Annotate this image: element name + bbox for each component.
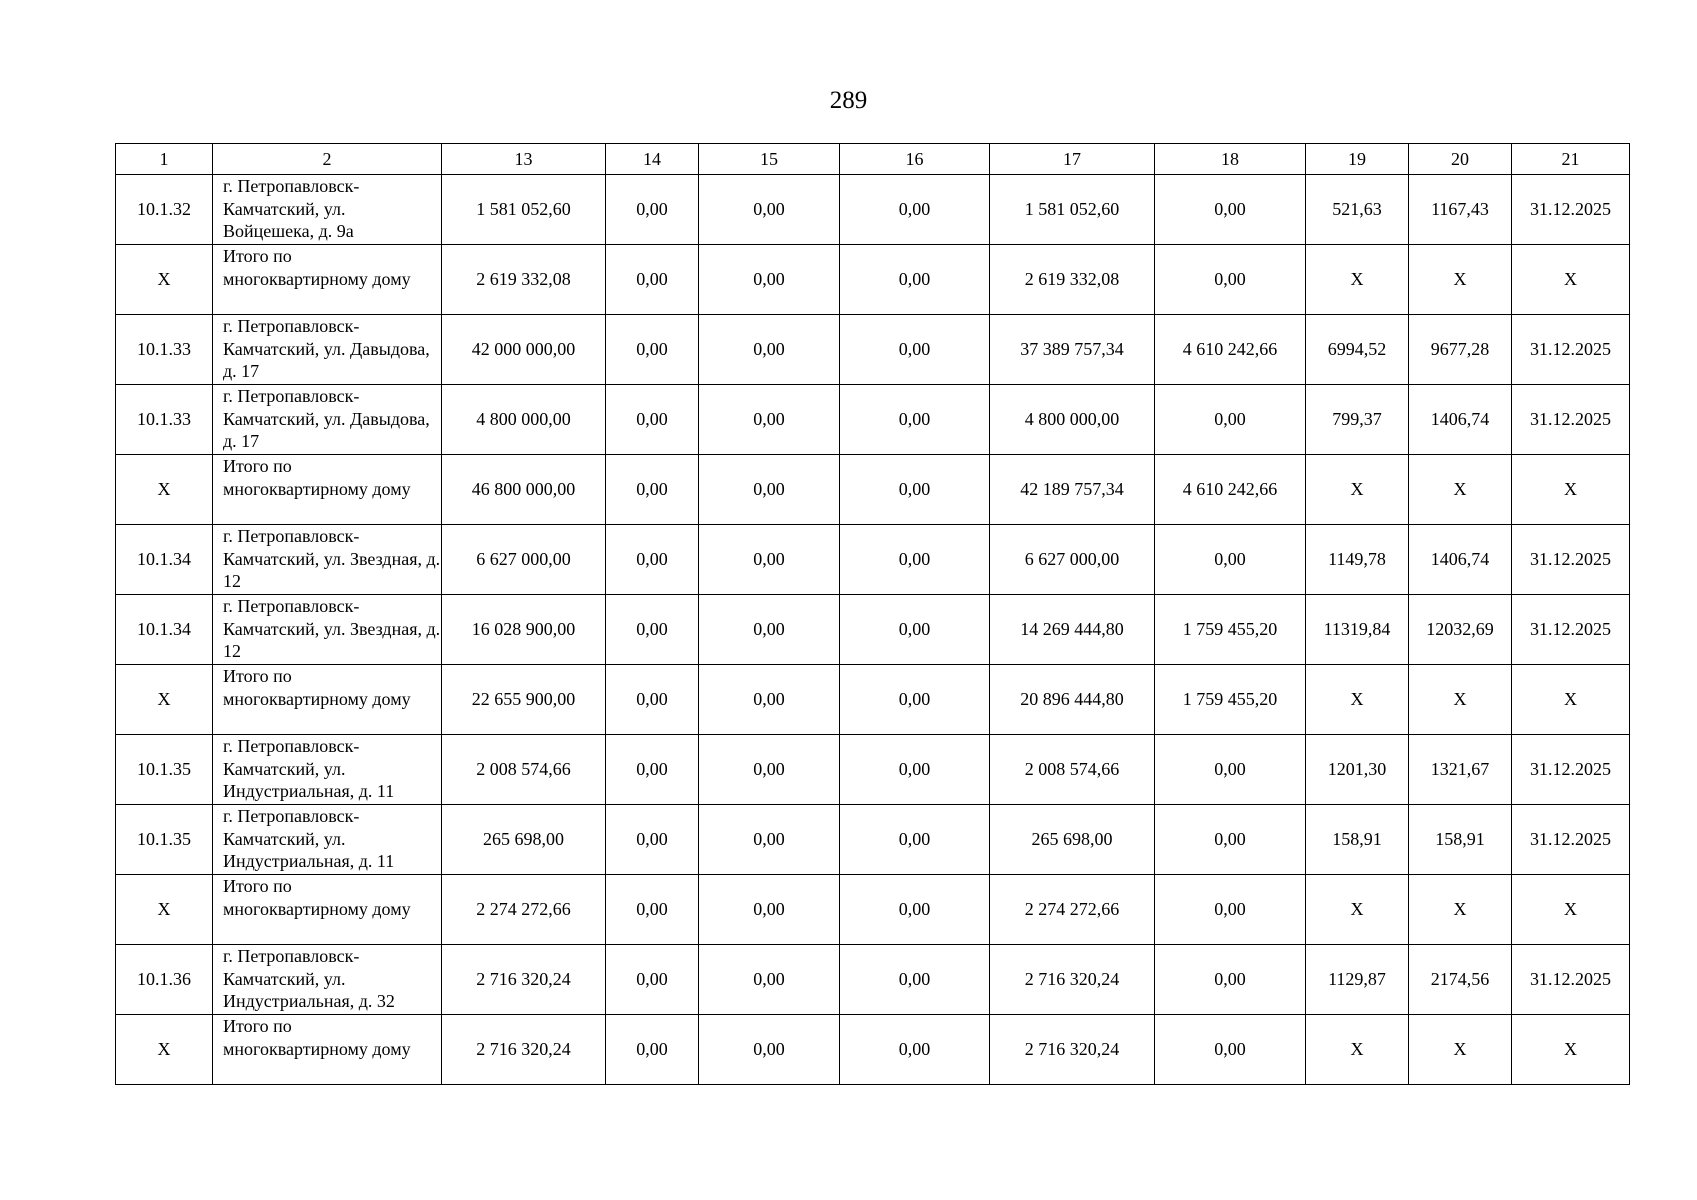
cell-col-14: 0,00 [606,525,699,595]
column-header-19: 19 [1306,144,1409,175]
cell-col-13: 16 028 900,00 [442,595,606,665]
column-header-15: 15 [699,144,840,175]
cell-col-21: 31.12.2025 [1512,945,1630,1015]
table-row [116,455,1630,525]
cell-col-18: 1 759 455,20 [1155,665,1306,735]
cell-col-15: 0,00 [699,525,840,595]
cell-col-17: 37 389 757,34 [990,315,1155,385]
cell-col-18: 4 610 242,66 [1155,315,1306,385]
cell-col-13: 2 619 332,08 [442,245,606,315]
cell-col-17: 2 619 332,08 [990,245,1155,315]
header-row [116,144,1630,175]
cell-col-15: 0,00 [699,665,840,735]
cell-col-21: 31.12.2025 [1512,735,1630,805]
cell-col-17: 2 716 320,24 [990,945,1155,1015]
table-row [116,175,1630,245]
address-text: Итого по многоквартирному дому [223,666,411,709]
cell-col-18: 0,00 [1155,805,1306,875]
table-row [116,665,1630,735]
cell-col-14: 0,00 [606,1015,699,1085]
cell-col-13: 2 716 320,24 [442,945,606,1015]
cell-col-19: 1129,87 [1306,945,1409,1015]
cell-col-2 [213,665,442,735]
cell-col-15: 0,00 [699,945,840,1015]
cell-col-17: 2 716 320,24 [990,1015,1155,1085]
cell-col-15: 0,00 [699,175,840,245]
cell-col-20: Х [1409,455,1512,525]
cell-col-18: 1 759 455,20 [1155,595,1306,665]
cell-col-1: 10.1.33 [116,315,213,385]
cell-col-21: Х [1512,1015,1630,1085]
cell-col-20: Х [1409,665,1512,735]
cell-col-2 [213,245,442,315]
cell-col-1: Х [116,875,213,945]
address-text: Итого по многоквартирному дому [223,1016,411,1059]
cell-col-2 [213,385,442,455]
cell-col-13: 4 800 000,00 [442,385,606,455]
table-row [116,735,1630,805]
address-text: г. Петропавловск-Камчатский, ул. Звездная, д. 12 [223,526,441,591]
cell-col-21: Х [1512,875,1630,945]
cell-col-1: 10.1.34 [116,595,213,665]
cell-col-19: 1149,78 [1306,525,1409,595]
cell-col-13: 1 581 052,60 [442,175,606,245]
column-header-20: 20 [1409,144,1512,175]
column-header-1: 1 [116,144,213,175]
cell-col-15: 0,00 [699,595,840,665]
cell-col-18: 0,00 [1155,875,1306,945]
column-header-21: 21 [1512,144,1630,175]
cell-col-16: 0,00 [840,175,990,245]
cell-col-13: 22 655 900,00 [442,665,606,735]
cell-col-14: 0,00 [606,665,699,735]
cell-col-16: 0,00 [840,525,990,595]
table-body [116,175,1630,1085]
cell-col-20: 158,91 [1409,805,1512,875]
cell-col-19: 11319,84 [1306,595,1409,665]
cell-col-14: 0,00 [606,805,699,875]
address-text: г. Петропавловск-Камчатский, ул. Давыдова, д. 17 [223,386,430,451]
cell-col-20: 2174,56 [1409,945,1512,1015]
cell-col-20: 1406,74 [1409,385,1512,455]
column-header-13: 13 [442,144,606,175]
cell-col-18: 0,00 [1155,245,1306,315]
cell-col-15: 0,00 [699,805,840,875]
cell-col-18: 0,00 [1155,735,1306,805]
cell-col-18: 0,00 [1155,945,1306,1015]
data-table [115,143,1630,1085]
cell-col-20: 12032,69 [1409,595,1512,665]
cell-col-1: Х [116,245,213,315]
cell-col-2 [213,525,442,595]
address-text: г. Петропавловск-Камчатский, ул. Давыдова, д. 17 [223,316,430,381]
address-text: Итого по многоквартирному дому [223,456,411,499]
cell-col-20: Х [1409,1015,1512,1085]
cell-col-1: 10.1.34 [116,525,213,595]
table-row [116,315,1630,385]
column-header-2: 2 [213,144,442,175]
cell-col-1: 10.1.32 [116,175,213,245]
cell-col-16: 0,00 [840,455,990,525]
cell-col-18: 0,00 [1155,385,1306,455]
address-text: Итого по многоквартирному дому [223,246,411,289]
cell-col-21: 31.12.2025 [1512,315,1630,385]
cell-col-21: 31.12.2025 [1512,525,1630,595]
cell-col-21: Х [1512,455,1630,525]
cell-col-17: 2 274 272,66 [990,875,1155,945]
column-header-17: 17 [990,144,1155,175]
cell-col-17: 1 581 052,60 [990,175,1155,245]
cell-col-16: 0,00 [840,875,990,945]
cell-col-17: 20 896 444,80 [990,665,1155,735]
table-row [116,945,1630,1015]
cell-col-21: 31.12.2025 [1512,385,1630,455]
column-header-14: 14 [606,144,699,175]
cell-col-20: Х [1409,875,1512,945]
column-header-16: 16 [840,144,990,175]
cell-col-2 [213,875,442,945]
cell-col-17: 4 800 000,00 [990,385,1155,455]
cell-col-1: 10.1.35 [116,805,213,875]
cell-col-19: 6994,52 [1306,315,1409,385]
cell-col-15: 0,00 [699,1015,840,1085]
cell-col-18: 0,00 [1155,525,1306,595]
cell-col-14: 0,00 [606,385,699,455]
cell-col-2 [213,315,442,385]
cell-col-14: 0,00 [606,315,699,385]
cell-col-18: 0,00 [1155,175,1306,245]
table-row [116,245,1630,315]
cell-col-19: Х [1306,455,1409,525]
cell-col-15: 0,00 [699,875,840,945]
table-row [116,385,1630,455]
cell-col-14: 0,00 [606,875,699,945]
cell-col-16: 0,00 [840,805,990,875]
cell-col-1: Х [116,1015,213,1085]
cell-col-21: 31.12.2025 [1512,805,1630,875]
cell-col-16: 0,00 [840,1015,990,1085]
cell-col-2 [213,805,442,875]
cell-col-16: 0,00 [840,945,990,1015]
cell-col-14: 0,00 [606,735,699,805]
cell-col-13: 6 627 000,00 [442,525,606,595]
cell-col-14: 0,00 [606,945,699,1015]
address-text: Итого по многоквартирному дому [223,876,411,919]
cell-col-20: 9677,28 [1409,315,1512,385]
cell-col-17: 2 008 574,66 [990,735,1155,805]
cell-col-13: 2 716 320,24 [442,1015,606,1085]
cell-col-20: 1167,43 [1409,175,1512,245]
cell-col-14: 0,00 [606,455,699,525]
table-row [116,875,1630,945]
cell-col-16: 0,00 [840,665,990,735]
cell-col-21: 31.12.2025 [1512,595,1630,665]
cell-col-18: 0,00 [1155,1015,1306,1085]
cell-col-1: Х [116,665,213,735]
address-text: г. Петропавловск-Камчатский, ул. Звездная, д. 12 [223,596,441,661]
cell-col-20: 1406,74 [1409,525,1512,595]
address-text: г. Петропавловск-Камчатский, ул. Индустриальная, д. 11 [223,806,395,871]
cell-col-19: Х [1306,1015,1409,1085]
cell-col-17: 6 627 000,00 [990,525,1155,595]
cell-col-13: 2 274 272,66 [442,875,606,945]
table-row [116,1015,1630,1085]
cell-col-16: 0,00 [840,735,990,805]
cell-col-16: 0,00 [840,595,990,665]
cell-col-14: 0,00 [606,245,699,315]
cell-col-20: 1321,67 [1409,735,1512,805]
cell-col-2 [213,945,442,1015]
cell-col-17: 14 269 444,80 [990,595,1155,665]
table-row [116,595,1630,665]
cell-col-17: 265 698,00 [990,805,1155,875]
table-row [116,525,1630,595]
cell-col-1: 10.1.33 [116,385,213,455]
cell-col-19: Х [1306,665,1409,735]
cell-col-19: 1201,30 [1306,735,1409,805]
cell-col-16: 0,00 [840,245,990,315]
cell-col-19: Х [1306,245,1409,315]
cell-col-2 [213,1015,442,1085]
cell-col-15: 0,00 [699,385,840,455]
cell-col-16: 0,00 [840,315,990,385]
cell-col-15: 0,00 [699,455,840,525]
cell-col-14: 0,00 [606,595,699,665]
cell-col-17: 42 189 757,34 [990,455,1155,525]
table-row [116,805,1630,875]
cell-col-16: 0,00 [840,385,990,455]
cell-col-1: Х [116,455,213,525]
address-text: г. Петропавловск-Камчатский, ул. Индустриальная, д. 11 [223,736,395,801]
cell-col-2 [213,735,442,805]
cell-col-13: 265 698,00 [442,805,606,875]
page-number: 289 [829,87,868,114]
cell-col-2 [213,175,442,245]
cell-col-14: 0,00 [606,175,699,245]
cell-col-1: 10.1.36 [116,945,213,1015]
address-text: г. Петропавловск-Камчатский, ул. Индустриальная, д. 32 [223,946,395,1011]
cell-col-2 [213,595,442,665]
cell-col-15: 0,00 [699,315,840,385]
cell-col-19: 521,63 [1306,175,1409,245]
cell-col-20: Х [1409,245,1512,315]
cell-col-2 [213,455,442,525]
cell-col-15: 0,00 [699,735,840,805]
cell-col-19: 799,37 [1306,385,1409,455]
cell-col-21: 31.12.2025 [1512,175,1630,245]
cell-col-13: 42 000 000,00 [442,315,606,385]
cell-col-19: Х [1306,875,1409,945]
cell-col-13: 46 800 000,00 [442,455,606,525]
address-text: г. Петропавловск-Камчатский, ул. Войцешека, д. 9а [223,176,360,241]
cell-col-19: 158,91 [1306,805,1409,875]
column-header-18: 18 [1155,144,1306,175]
cell-col-1: 10.1.35 [116,735,213,805]
table-header [116,144,1630,175]
cell-col-21: Х [1512,665,1630,735]
cell-col-18: 4 610 242,66 [1155,455,1306,525]
cell-col-15: 0,00 [699,245,840,315]
cell-col-13: 2 008 574,66 [442,735,606,805]
cell-col-21: Х [1512,245,1630,315]
